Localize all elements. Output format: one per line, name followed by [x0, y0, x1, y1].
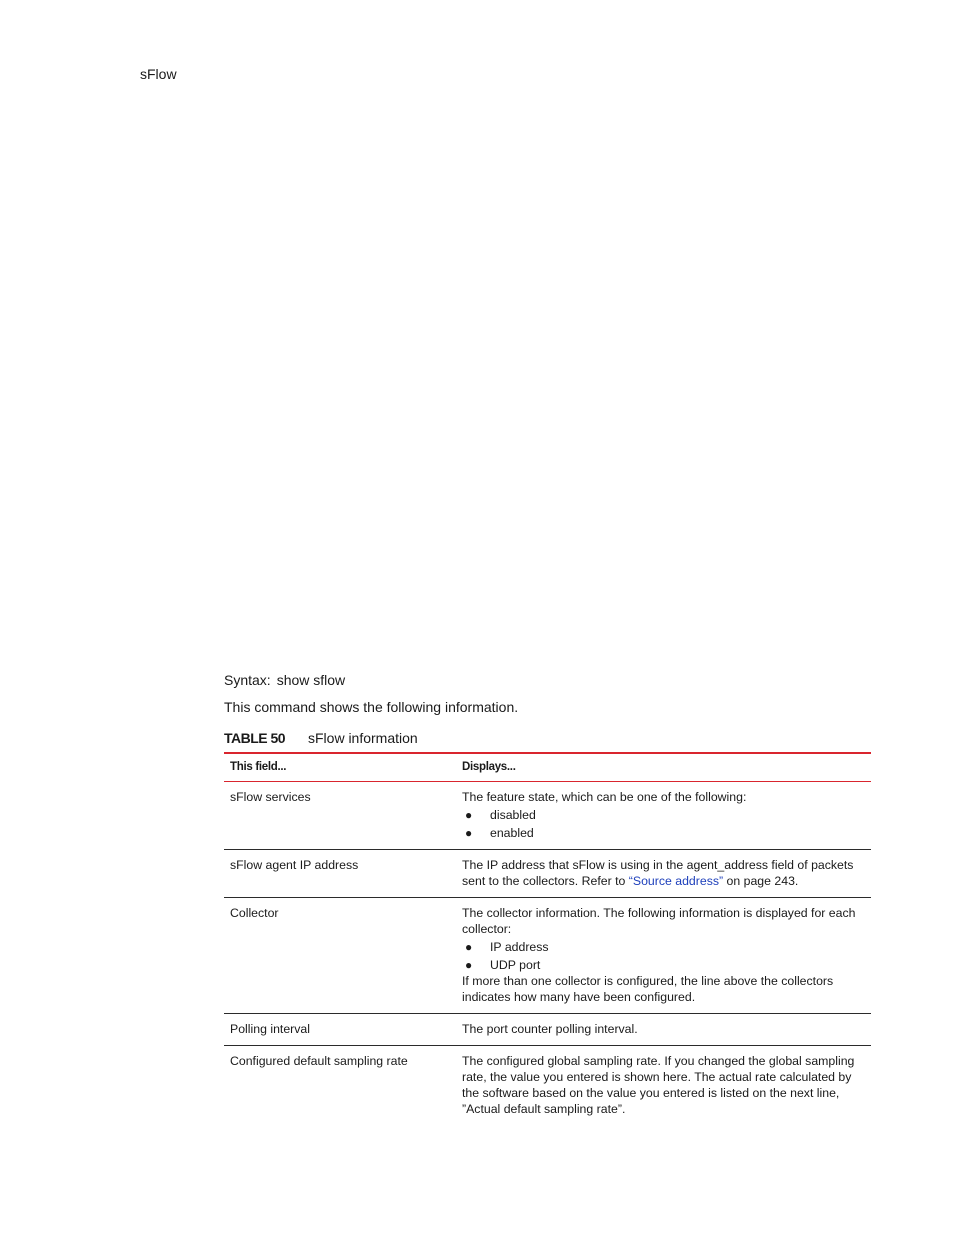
row-description	[456, 897, 871, 1013]
table-caption	[224, 730, 418, 746]
row-field: Collector	[224, 897, 456, 1013]
row-description	[456, 1013, 871, 1045]
bullet-icon: ●	[465, 825, 473, 840]
table-row	[224, 781, 871, 849]
bullet-icon: ●	[465, 807, 473, 822]
row-field: Polling interval	[224, 1013, 456, 1045]
column-header-displays: Displays...	[456, 753, 871, 781]
bullet-icon: ●	[465, 957, 473, 972]
description-text: The configured global sampling rate. If you changed the global sampling rate, the value you entered is shown here. The actual rate calculated by the software based on the value you entered is listed on the next line, ”Actual default sampling rate”.	[462, 1053, 855, 1116]
table-header-row	[224, 753, 871, 781]
row-field: sFlow agent IP address	[224, 849, 456, 897]
syntax-line	[224, 672, 345, 688]
table-number: TABLE 50	[224, 730, 286, 746]
sflow-info-table	[224, 752, 871, 1125]
running-header: sFlow	[140, 66, 177, 82]
row-description	[456, 1045, 871, 1125]
bullet-icon: ●	[465, 939, 473, 954]
syntax-label: Syntax:	[224, 672, 271, 688]
row-description	[456, 781, 871, 849]
list-item-text: IP address	[490, 939, 549, 954]
row-field: sFlow services	[224, 781, 456, 849]
table-row	[224, 1013, 871, 1045]
list-item	[462, 939, 865, 955]
list-item	[462, 807, 865, 823]
row-field: Configured default sampling rate	[230, 1053, 408, 1068]
table-row	[224, 849, 871, 897]
list-item-text: enabled	[490, 825, 534, 840]
list-item	[462, 957, 865, 973]
column-header-field: This field...	[224, 753, 456, 781]
description-text: The port counter polling interval.	[462, 1021, 638, 1036]
table-title: sFlow information	[308, 730, 418, 746]
bullet-list	[462, 939, 865, 973]
bullet-list	[462, 807, 865, 841]
list-item-text: disabled	[490, 807, 536, 822]
source-address-link[interactable]: “Source address”	[628, 873, 724, 888]
table-row	[224, 1045, 871, 1125]
row-description	[456, 849, 871, 897]
description-note: If more than one collector is configured, the line above the collectors indicates how many have been configured.	[462, 973, 834, 1004]
description-text	[462, 857, 865, 889]
syntax-command: show sflow	[276, 672, 346, 688]
list-item-text: UDP port	[490, 957, 541, 972]
description-text: The collector information. The following information is displayed for each collector:	[462, 905, 856, 936]
description-text: The feature state, which can be one of the following:	[462, 789, 747, 804]
description-text-before-link: The IP address that sFlow is using in the agent_address field of packets sent to the collectors. Refer to	[462, 857, 854, 888]
list-item	[462, 825, 865, 841]
intro-paragraph: This command shows the following information.	[224, 699, 519, 715]
description-text-after-link: on page 243.	[723, 873, 799, 888]
table-row	[224, 897, 871, 1013]
